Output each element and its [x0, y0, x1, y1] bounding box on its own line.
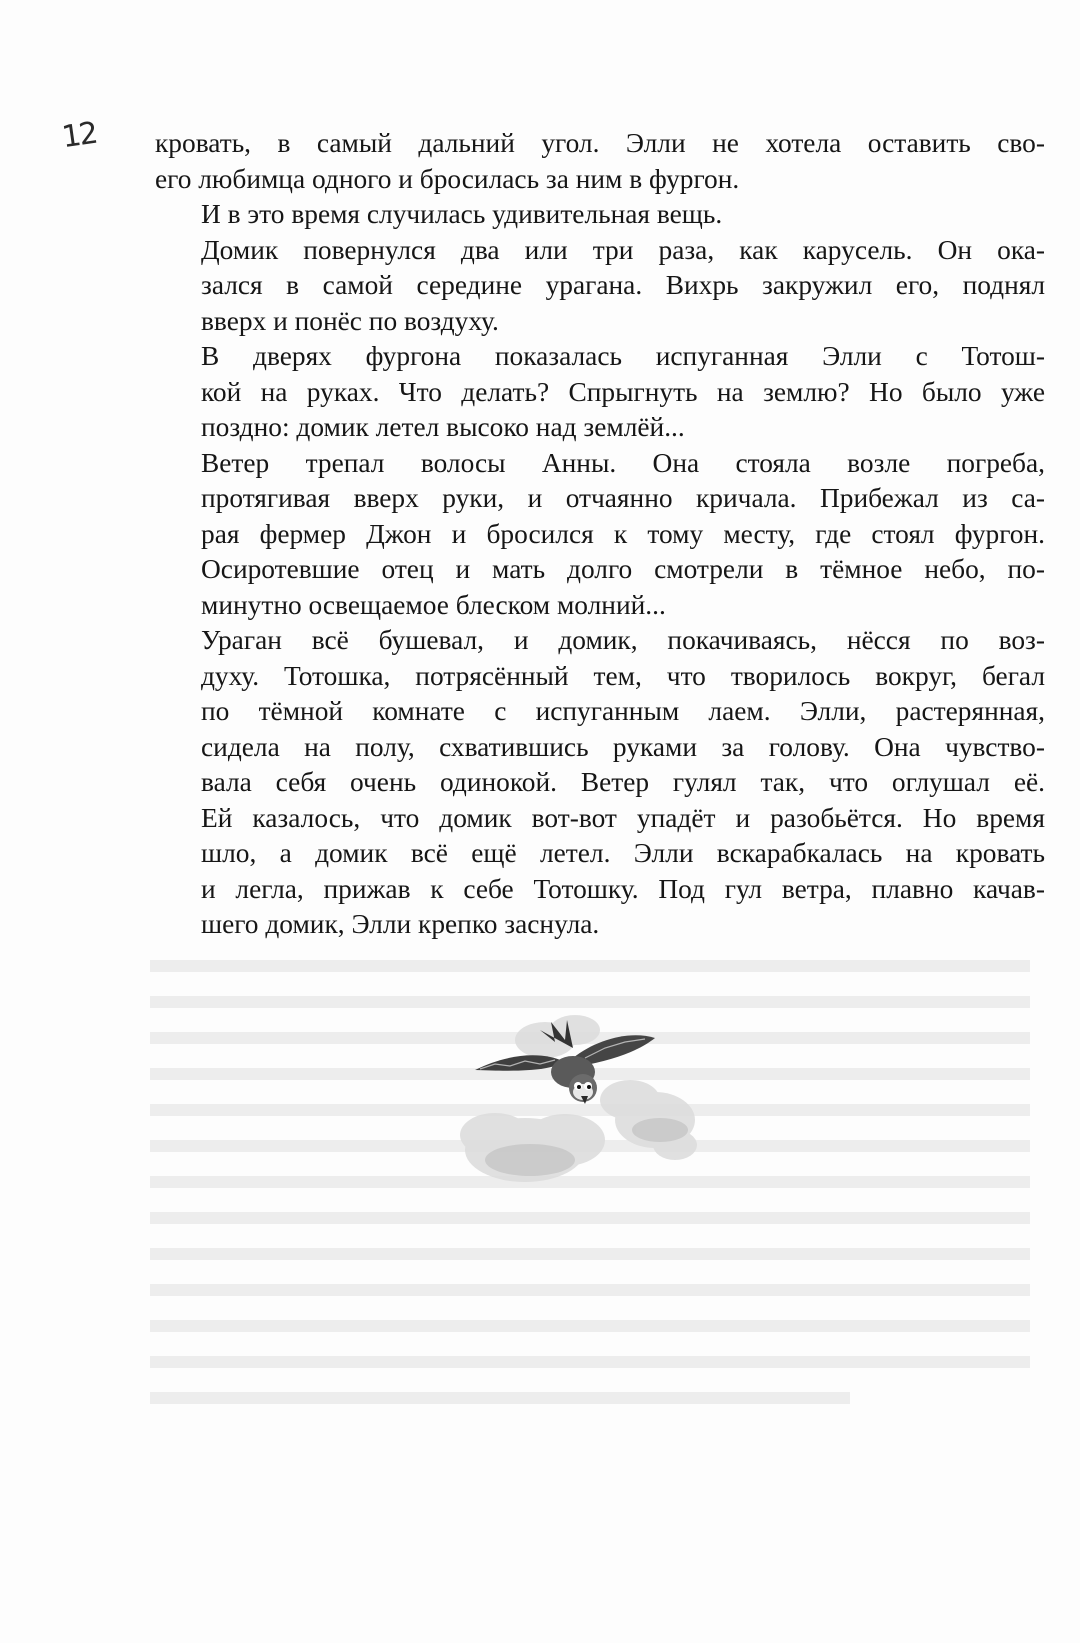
text-line: Ураган всё бушевал, и домик, покачиваясь, нёсся по воз- — [201, 625, 1045, 655]
text-line: Ветер трепал волосы Анны. Она стояла возле погреба, — [201, 447, 1045, 478]
text-line: вала себя очень одинокой. Ветер гулял так, что оглушал её. — [201, 767, 1045, 797]
paragraph — [155, 446, 1045, 624]
paragraph — [155, 623, 1045, 943]
text-line: рая фермер Джон и бросился к тому месту, где стоял фургон. — [201, 518, 1045, 549]
text-line: вверх и понёс по воздуху. — [201, 305, 499, 336]
text-line: кой на руках. Что делать? Спрыгнуть на землю? Но было уже — [201, 376, 1045, 407]
text-line: И в это время случилась удивительная вещь. — [201, 199, 723, 229]
text-line: и легла, прижав к себе Тотошку. Под гул ветра, плавно качав- — [201, 873, 1045, 904]
page-number: 12 — [59, 115, 99, 156]
text-line: Осиротевшие отец и мать долго смотрели в тёмное небо, по- — [201, 554, 1045, 584]
text-line: Ей казалось, что домик вот-вот упадёт и разобьётся. Но время — [201, 802, 1045, 833]
text-line: зался в самой середине урагана. Вихрь закружил его, поднял — [201, 270, 1045, 300]
text-line: духу. Тотошка, потрясённый тем, что творилось вокруг, бегал — [201, 660, 1045, 691]
paragraph — [155, 233, 1045, 340]
text-line: шего домик, Элли крепко заснула. — [201, 909, 600, 939]
text-line: шло, а домик всё ещё летел. Элли вскарабкалась на кровать — [201, 838, 1045, 868]
text-line: кровать, в самый дальний угол. Элли не хотела оставить сво- — [155, 128, 1045, 158]
paragraph — [155, 339, 1045, 446]
text-line: его любимца одного и бросилась за ним в фургон. — [155, 163, 740, 194]
text-line: поздно: домик летел высоко над землёй... — [201, 412, 685, 442]
text-line: В дверях фургона показалась испуганная Элли с Тотош- — [201, 341, 1045, 371]
text-line: протягивая вверх руки, и отчаянно кричала. Прибежал из са- — [201, 483, 1045, 513]
text-block — [155, 126, 1045, 943]
paragraph — [155, 126, 1045, 197]
text-line: минутно освещаемое блеском молний... — [201, 589, 666, 620]
text-line: сидела на полу, схватившись руками за голову. Она чувство- — [201, 731, 1045, 762]
text-line: Домик повернулся два или три раза, как карусель. Он ока- — [201, 234, 1045, 265]
paragraph — [155, 197, 1045, 233]
flying-bird-illustration — [455, 1000, 705, 1200]
text-line: по тёмной комнате с испуганным лаем. Элли, растерянная, — [201, 696, 1045, 726]
